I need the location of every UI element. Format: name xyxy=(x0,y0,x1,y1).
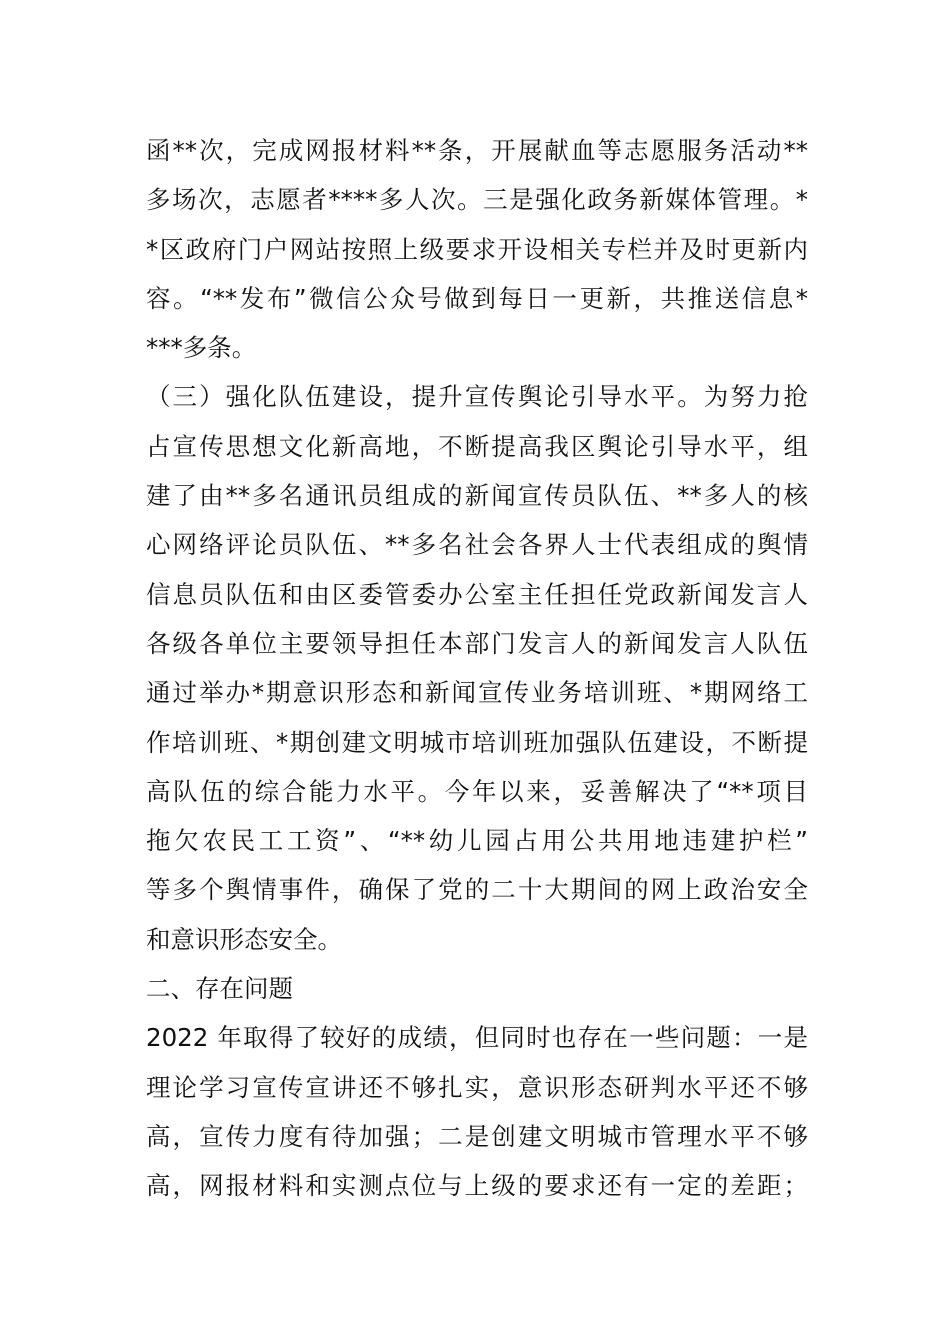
text-line: 高队伍的综合能力水平。今年以来，妥善解决了“**项目 xyxy=(146,776,808,806)
text-line: 建了由**多名通讯员组成的新闻宣传员队伍、**多人的核 xyxy=(146,481,808,511)
text-line: 通过举办*期意识形态和新闻宣传业务培训班、*期网络工 xyxy=(146,678,808,708)
text-line: 心网络评论员队伍、**多名社会各界人士代表组成的舆情 xyxy=(146,530,808,560)
text-line: 拖欠农民工工资”、“**幼儿园占用公共用地违建护栏” xyxy=(146,826,808,856)
text-line: 高，网报材料和实测点位与上级的要求还有一定的差距； xyxy=(146,1171,808,1201)
text-line: 等多个舆情事件，确保了党的二十大期间的网上政治安全 xyxy=(146,875,808,905)
section-heading-line: （三）强化队伍建设，提升宣传舆论引导水平。为努力抢 xyxy=(146,382,808,412)
text-line: 理论学习宣传宣讲还不够扎实，意识形态研判水平还不够 xyxy=(146,1072,808,1102)
text-line: 各级各单位主要领导担任本部门发言人的新闻发言人队伍 xyxy=(146,628,808,658)
text-line: 多场次，志愿者****多人次。三是强化政务新媒体管理。* xyxy=(146,185,808,215)
section-heading: 二、存在问题 xyxy=(146,974,293,1004)
text-line: 容。“**发布”微信公众号做到每日一更新，共推送信息* xyxy=(146,283,808,313)
text-line: 2022 年取得了较好的成绩，但同时也存在一些问题：一是 xyxy=(146,1023,808,1053)
text-line: 占宣传思想文化新高地，不断提高我区舆论引导水平，组 xyxy=(146,431,808,461)
document-body xyxy=(146,126,808,1211)
text-line: 函**次，完成网报材料**条，开展献血等志愿服务活动** xyxy=(146,136,808,165)
text-line: ***多条。 xyxy=(146,333,257,363)
text-line: 高，宣传力度有待加强；二是创建文明城市管理水平不够 xyxy=(146,1121,808,1151)
text-line: 信息员队伍和由区委管委办公室主任担任党政新闻发言人 xyxy=(146,579,808,609)
text-line: 作培训班、*期创建文明城市培训班加强队伍建设，不断提 xyxy=(146,727,808,757)
text-line: *区政府门户网站按照上级要求开设相关专栏并及时更新内 xyxy=(146,234,808,264)
text-line: 和意识形态安全。 xyxy=(146,924,342,954)
